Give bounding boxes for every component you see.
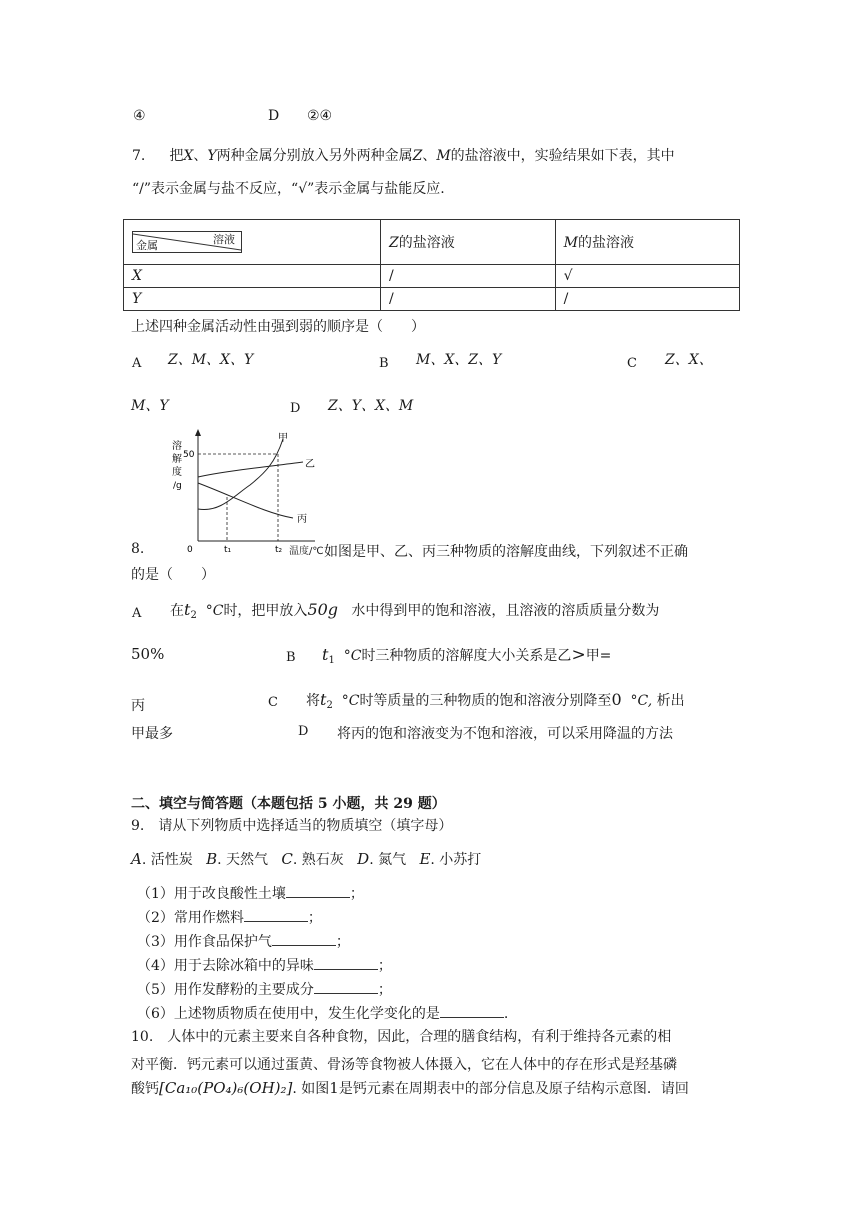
answer-blank[interactable] xyxy=(244,909,308,922)
q9-item: （5）用作发酵粉的主要成分 ； xyxy=(137,982,392,998)
q7-line2: “/”表示金属与盐不反应，“√”表示金属与盐能反应. xyxy=(132,181,445,197)
table-row: Y / / xyxy=(124,288,740,311)
q8-stem-a: 如图是甲、乙、丙三种物质的溶解度曲线，下列叙述不正确 xyxy=(324,544,688,560)
table-row: X / √ xyxy=(124,265,740,288)
ylabel-char: 解 xyxy=(172,454,182,465)
label-jia: 甲 xyxy=(278,433,288,444)
answer-blank[interactable] xyxy=(286,885,350,898)
q7-opt-d: Z、Y、X、M xyxy=(328,398,414,414)
q8-opt-a-letter: A xyxy=(132,606,142,621)
t1-label: t₁ xyxy=(224,545,232,555)
option-circle-4: ④ xyxy=(133,108,146,124)
q8-stem-b: 的是（ ） xyxy=(131,567,215,583)
option-d-letter: D xyxy=(268,108,280,124)
q7-table xyxy=(123,219,740,311)
chart-xlabel: 温度/℃ xyxy=(289,546,324,557)
q9-item: （3）用作食品保护气 ； xyxy=(137,934,350,950)
q8-opt-b: $t_1$ °C时三种物质的溶解度大小关系是乙>甲= xyxy=(322,645,612,666)
ylabel-char: 度 xyxy=(172,467,182,478)
answer-blank[interactable] xyxy=(314,981,378,994)
q7-opt-c-part1: Z、X、 xyxy=(665,352,713,368)
q8-opt-b-cont: 丙 xyxy=(131,698,145,714)
solubility-chart xyxy=(165,425,325,557)
origin-label: 0 xyxy=(187,545,193,555)
option-d-text: ②④ xyxy=(307,108,333,124)
q8-number: 8. xyxy=(131,541,145,557)
q9-item: （2）常用作燃料 ； xyxy=(137,910,322,926)
q9-item: （1）用于改良酸性土壤 ； xyxy=(137,886,364,902)
q9-item: （6）上述物质物质在使用中，发生化学变化的是 . xyxy=(137,1006,509,1022)
q8-opt-a: 在$t_2$ °C时，把甲放入50g 水中得到甲的饱和溶液，且溶液的溶质质量分数为 xyxy=(170,600,660,621)
q9-item: （4）用于去除冰箱中的异味 ； xyxy=(137,958,392,974)
q8-opt-d-letter: D xyxy=(298,724,309,739)
q7-opt-b: M、X、Z、Y xyxy=(416,352,502,368)
q8-opt-c-letter: C xyxy=(268,695,278,710)
answer-blank[interactable] xyxy=(314,957,378,970)
t2-label: t₂ xyxy=(275,545,283,555)
q8-opt-a-pct: 50% xyxy=(131,645,165,663)
q7-opt-c-part2: M、Y xyxy=(131,398,169,414)
q7-opt-d-letter: D xyxy=(290,401,301,416)
y-axis-arrow xyxy=(195,429,201,436)
q10-line3: 酸钙[Ca₁₀(PO₄)₆(OH)₂]. 如图1是钙元素在周期表中的部分信息及原子结构示意图．请回 xyxy=(131,1079,689,1097)
q7-opt-a: Z、M、X、Y xyxy=(168,352,254,368)
q7-opt-b-letter: B xyxy=(379,356,389,371)
table-corner-cell xyxy=(124,220,381,265)
q8-opt-d: 将丙的饱和溶液变为不饱和溶液，可以采用降温的方法 xyxy=(337,726,673,742)
label-yi: 乙 xyxy=(305,459,315,470)
col-header-z: Z的盐溶液 xyxy=(381,220,556,265)
q9-choices: A. 活性炭 B. 天然气 C. 熟石灰 D. 氮气 E. 小苏打 xyxy=(131,850,482,868)
q7-question: 上述四种金属活动性由强到弱的顺序是（ ） xyxy=(131,319,425,335)
ylabel-char: 溶 xyxy=(172,441,182,452)
answer-blank[interactable] xyxy=(440,1005,504,1018)
chemical-formula: [Ca₁₀(PO₄)₆(OH)₂] xyxy=(159,1079,293,1097)
q10-line2: 对平衡．钙元素可以通过蛋黄、骨汤等食物被人体摄入，它在人体中的存在形式是羟基磷 xyxy=(131,1057,677,1073)
answer-blank[interactable] xyxy=(272,933,336,946)
q8-opt-c-cont: 甲最多 xyxy=(131,726,173,742)
q10-line1: 10. 人体中的元素主要来自各种食物，因此，合理的膳食结构，有利于维持各元素的相 xyxy=(131,1029,672,1045)
section-2-title: 二、填空与简答题（本题包括 5 小题，共 29 题） xyxy=(131,796,446,812)
curve-yi xyxy=(198,462,303,477)
col-header-m: M的盐溶液 xyxy=(555,220,739,265)
diagonal-header: 溶液 金属 xyxy=(132,231,242,253)
q7-opt-a-letter: A xyxy=(132,356,142,371)
ylabel-unit: /g xyxy=(173,481,182,491)
q7-opt-c-letter: C xyxy=(627,356,637,371)
q9-stem: 9. 请从下列物质中选择适当的物质填空（填字母） xyxy=(131,818,453,834)
q7-line1: 7. 把X、Y两种金属分别放入另外两种金属Z、M的盐溶液中，实验结果如下表，其中 xyxy=(132,148,675,164)
q8-opt-c: 将$t_2$ °C时等质量的三种物质的饱和溶液分别降至0 °C, 析出 xyxy=(306,690,685,711)
q8-opt-b-letter: B xyxy=(286,650,296,665)
label-bing: 丙 xyxy=(297,514,307,525)
y-tick-50: 50 xyxy=(183,450,195,460)
